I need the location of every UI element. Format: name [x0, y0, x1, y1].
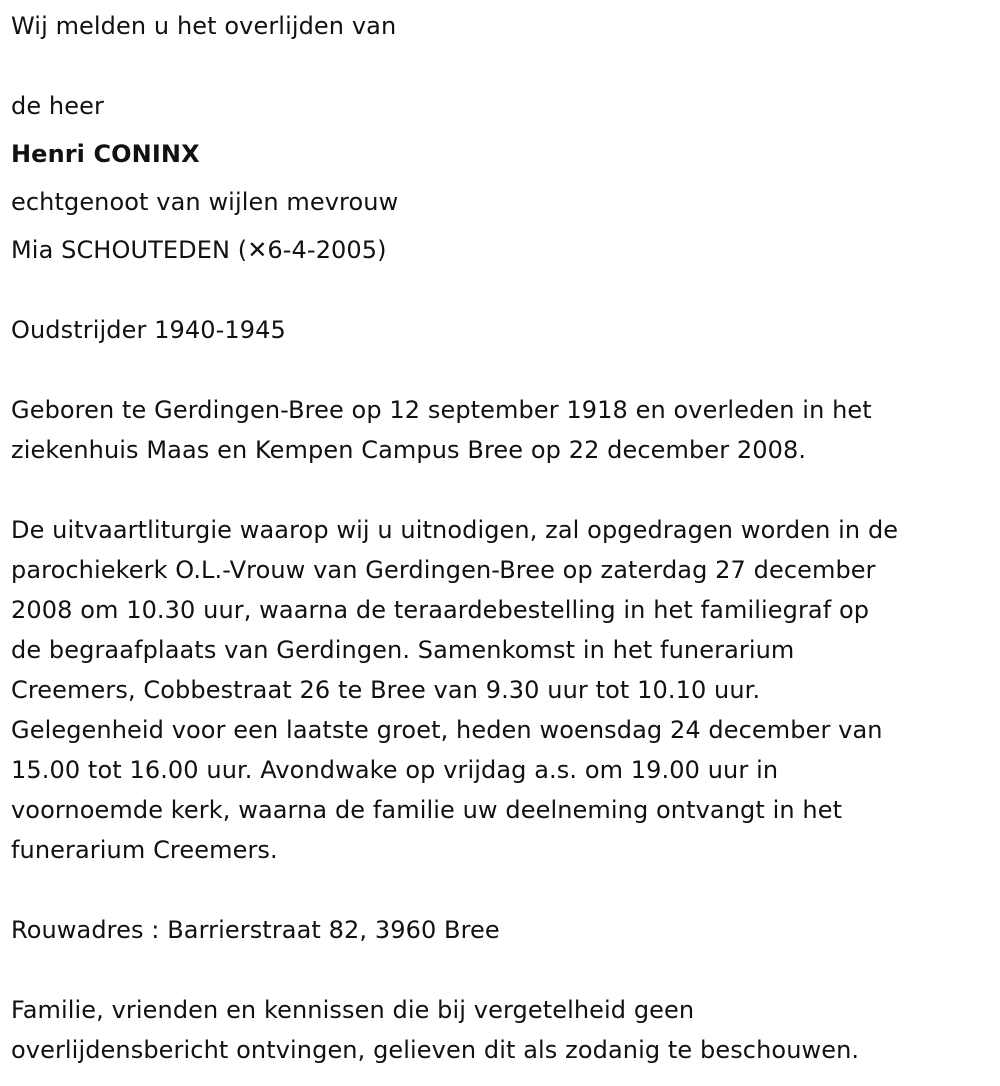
salutation-text: de heer	[11, 92, 104, 120]
closing-line-1: Familie, vrienden en kennissen die bij vergetelheid geen	[11, 996, 695, 1024]
funeral-line-5: Creemers, Cobbestraat 26 te Bree van 9.30 uur tot 10.10 uur.	[11, 676, 761, 704]
funeral-line-3: 2008 om 10.30 uur, waarna de teraardebestelling in het familiegraf op	[11, 596, 870, 624]
spouse-name: Mia SCHOUTEDEN (✕6-4-2005)	[11, 236, 387, 264]
funeral-line-4: de begraafplaats van Gerdingen. Samenkomst in het funerarium	[11, 636, 795, 664]
funeral-line-1: De uitvaartliturgie waarop wij u uitnodigen, zal opgedragen worden in de	[11, 516, 899, 544]
funeral-line-9: funerarium Creemers.	[11, 836, 278, 864]
spouse-relation-text: echtgenoot van wijlen mevrouw	[11, 188, 399, 216]
veteran-text: Oudstrijder 1940-1945	[11, 316, 286, 344]
funeral-line-6: Gelegenheid voor een laatste groet, heden woensdag 24 december van	[11, 716, 883, 744]
funeral-line-8: voornoemde kerk, waarna de familie uw deelneming ontvangt in het	[11, 796, 843, 824]
deceased-name: Henri CONINX	[11, 140, 200, 168]
funeral-line-2: parochiekerk O.L.-Vrouw van Gerdingen-Bree op zaterdag 27 december	[11, 556, 876, 584]
birth-death-line-1: Geboren te Gerdingen-Bree op 12 september 1918 en overleden in het	[11, 396, 872, 424]
closing-line-2: overlijdensbericht ontvingen, gelieven dit als zodanig te beschouwen.	[11, 1036, 860, 1064]
funeral-line-7: 15.00 tot 16.00 uur. Avondwake op vrijdag a.s. om 19.00 uur in	[11, 756, 779, 784]
birth-death-line-2: ziekenhuis Maas en Kempen Campus Bree op 22 december 2008.	[11, 436, 807, 464]
intro-text: Wij melden u het overlijden van	[11, 12, 397, 40]
mourning-address: Rouwadres : Barrierstraat 82, 3960 Bree	[11, 916, 500, 944]
